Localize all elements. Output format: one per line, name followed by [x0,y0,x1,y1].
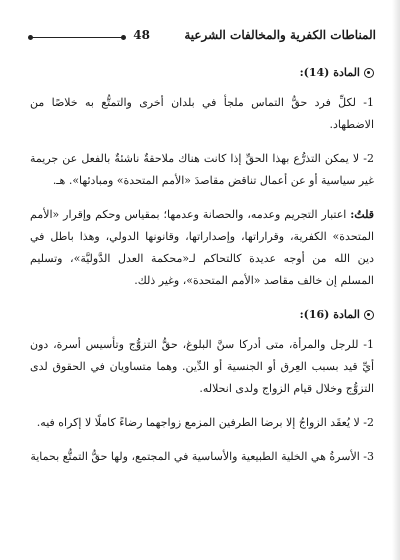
paragraph: 2- لا يُعقَد الزواجُ إلا برضا الطرفين المزمع زواجهما رضاءً كاملًا لا إكراه فيه. [36,416,374,429]
header-ornament-rule [30,37,124,38]
page-edge-shadow [392,0,400,560]
commentary-label: قلتُ: [350,208,374,221]
paragraph: 1- للرجل والمرأة، متى أدركا سنَّ البلوغ، حقُّ التزوُّج وتأسيس أسرة، دون أيِّ قيد بسبب العِرق أو الجنسية أو الدِّين. وهما متساويان في الحقوق لدى التزوُّج وخلال قيام الزواج ولدى انحلاله. [30,338,374,395]
commentary-paragraph [30,204,374,292]
bullseye-icon [364,310,374,320]
commentary-text: اعتبار التجريم وعدمه، والحصانة وعدمها؛ بمقياس وحكم وإقرار «الأمم المتحدة» الكفرية، وقراراتها، وإصداراتها، وقانونها الدولي، وهذا باطل في دين الله من أوجه عديدة كالتحاكم لـ«محكمة العدل الدَّوليَّة»، وتسليم المسلم إن خالف مقاصد «الأمم المتحدة»، وغير ذلك. [30,208,374,287]
bullseye-icon [364,68,374,78]
paragraph: 2- لا يمكن التذرُّع بهذا الحقِّ إذا كانت هناك ملاحقةٌ ناشئةٌ بالفعل عن جريمة غير سياسية أو عن أعمال تناقض مقاصدَ «الأمم المتحدة» ومبادئها». هـ. [30,152,374,187]
article-heading-14 [30,62,374,84]
article-heading-16 [30,304,374,326]
header-title: المناطات الكفرية والمخالفات الشرعية [184,28,376,42]
paragraph: 3- الأسرةُ هي الخلية الطبيعية والأساسية في المجتمع، ولها حقُّ التمتُّع بحماية [30,450,374,463]
page-number: 48 [133,28,150,42]
page-content [30,56,374,480]
article-heading-label: المادة (14): [299,66,360,79]
article-heading-label: المادة (16): [299,308,360,321]
running-header [30,28,376,48]
paragraph: 1- لكلِّ فرد حقُّ التماس ملجأ في بلدان أخرى والتمتُّع به خلاصًا من الاضطهاد. [30,96,374,131]
